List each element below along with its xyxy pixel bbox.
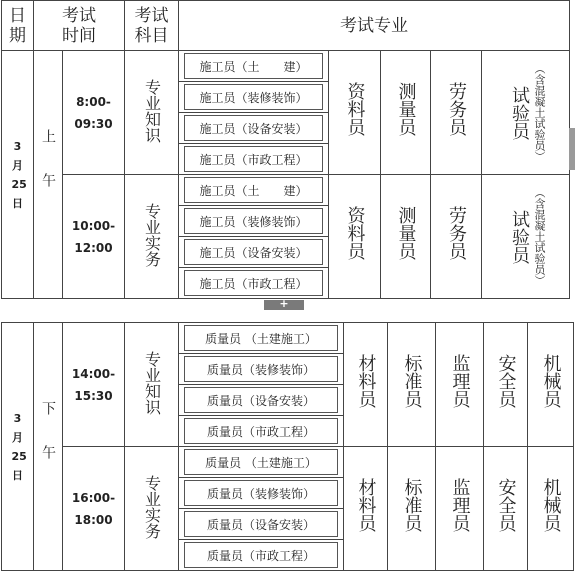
sub-role: 施工员（装修装饰） xyxy=(179,206,329,237)
morning-schedule-table xyxy=(1,0,570,299)
sub-role: 质量员（市政工程） xyxy=(179,416,344,447)
sub-role: 质量员（装修装饰） xyxy=(179,354,344,385)
trial-major-cell: 试验员 （含混凝土试验员） xyxy=(482,175,570,299)
major-cell: 资料员 xyxy=(329,51,381,175)
major-cell: 标准员 xyxy=(388,323,436,447)
sub-role: 质量员 （土建施工） xyxy=(179,447,344,478)
slot-time: 8:00- 09:30 xyxy=(63,51,125,175)
sub-role: 施工员（市政工程） xyxy=(179,268,329,299)
sub-role: 施工员（土 建） xyxy=(179,175,329,206)
major-cell: 资料员 xyxy=(329,175,381,299)
major-cell: 机械员 xyxy=(528,447,574,571)
morning-date: 3月25日 xyxy=(2,51,34,299)
slot-subject: 专业知识 xyxy=(125,51,179,175)
major-cell: 测量员 xyxy=(381,175,431,299)
afternoon-date: 3月25日 xyxy=(2,323,34,571)
slot-time: 14:00- 15:30 xyxy=(63,323,125,447)
major-cell: 安全员 xyxy=(484,323,528,447)
sub-role: 施工员（市政工程） xyxy=(179,144,329,175)
major-cell: 机械员 xyxy=(528,323,574,447)
major-cell: 标准员 xyxy=(388,447,436,571)
slot-time: 16:00- 18:00 xyxy=(63,447,125,571)
sub-role: 质量员（装修装饰） xyxy=(179,478,344,509)
sub-role: 质量员（设备安装） xyxy=(179,385,344,416)
afternoon-schedule-table xyxy=(1,322,574,571)
sub-role: 施工员（土 建） xyxy=(179,51,329,82)
slot-subject: 专业实务 xyxy=(125,175,179,299)
sub-role: 施工员（设备安装） xyxy=(179,237,329,268)
major-cell: 材料员 xyxy=(344,323,388,447)
slot-subject: 专业实务 xyxy=(125,447,179,571)
major-cell: 监理员 xyxy=(436,323,484,447)
sub-role: 施工员（设备安装） xyxy=(179,113,329,144)
major-cell: 安全员 xyxy=(484,447,528,571)
major-cell: 监理员 xyxy=(436,447,484,571)
header-majors: 考试专业 xyxy=(179,1,570,51)
major-cell: 劳务员 xyxy=(431,51,482,175)
trial-major-cell: 试验员 （含混凝土试验员） xyxy=(482,51,570,175)
scroll-edge-marker xyxy=(569,128,575,170)
sub-role: 质量员（设备安装） xyxy=(179,509,344,540)
major-cell: 测量员 xyxy=(381,51,431,175)
slot-subject: 专业知识 xyxy=(125,323,179,447)
major-cell: 材料员 xyxy=(344,447,388,571)
header-date: 日期 xyxy=(2,1,34,51)
plus-icon[interactable]: + xyxy=(279,297,289,310)
afternoon-half: 下午 xyxy=(34,323,63,571)
sub-role: 质量员 （土建施工） xyxy=(179,323,344,354)
sub-role: 质量员（市政工程） xyxy=(179,540,344,571)
sub-role: 施工员（装修装饰） xyxy=(179,82,329,113)
major-cell: 劳务员 xyxy=(431,175,482,299)
morning-half: 上午 xyxy=(34,51,63,299)
slot-time: 10:00- 12:00 xyxy=(63,175,125,299)
header-time: 考试时间 xyxy=(34,1,125,51)
header-subject: 考试科目 xyxy=(125,1,179,51)
